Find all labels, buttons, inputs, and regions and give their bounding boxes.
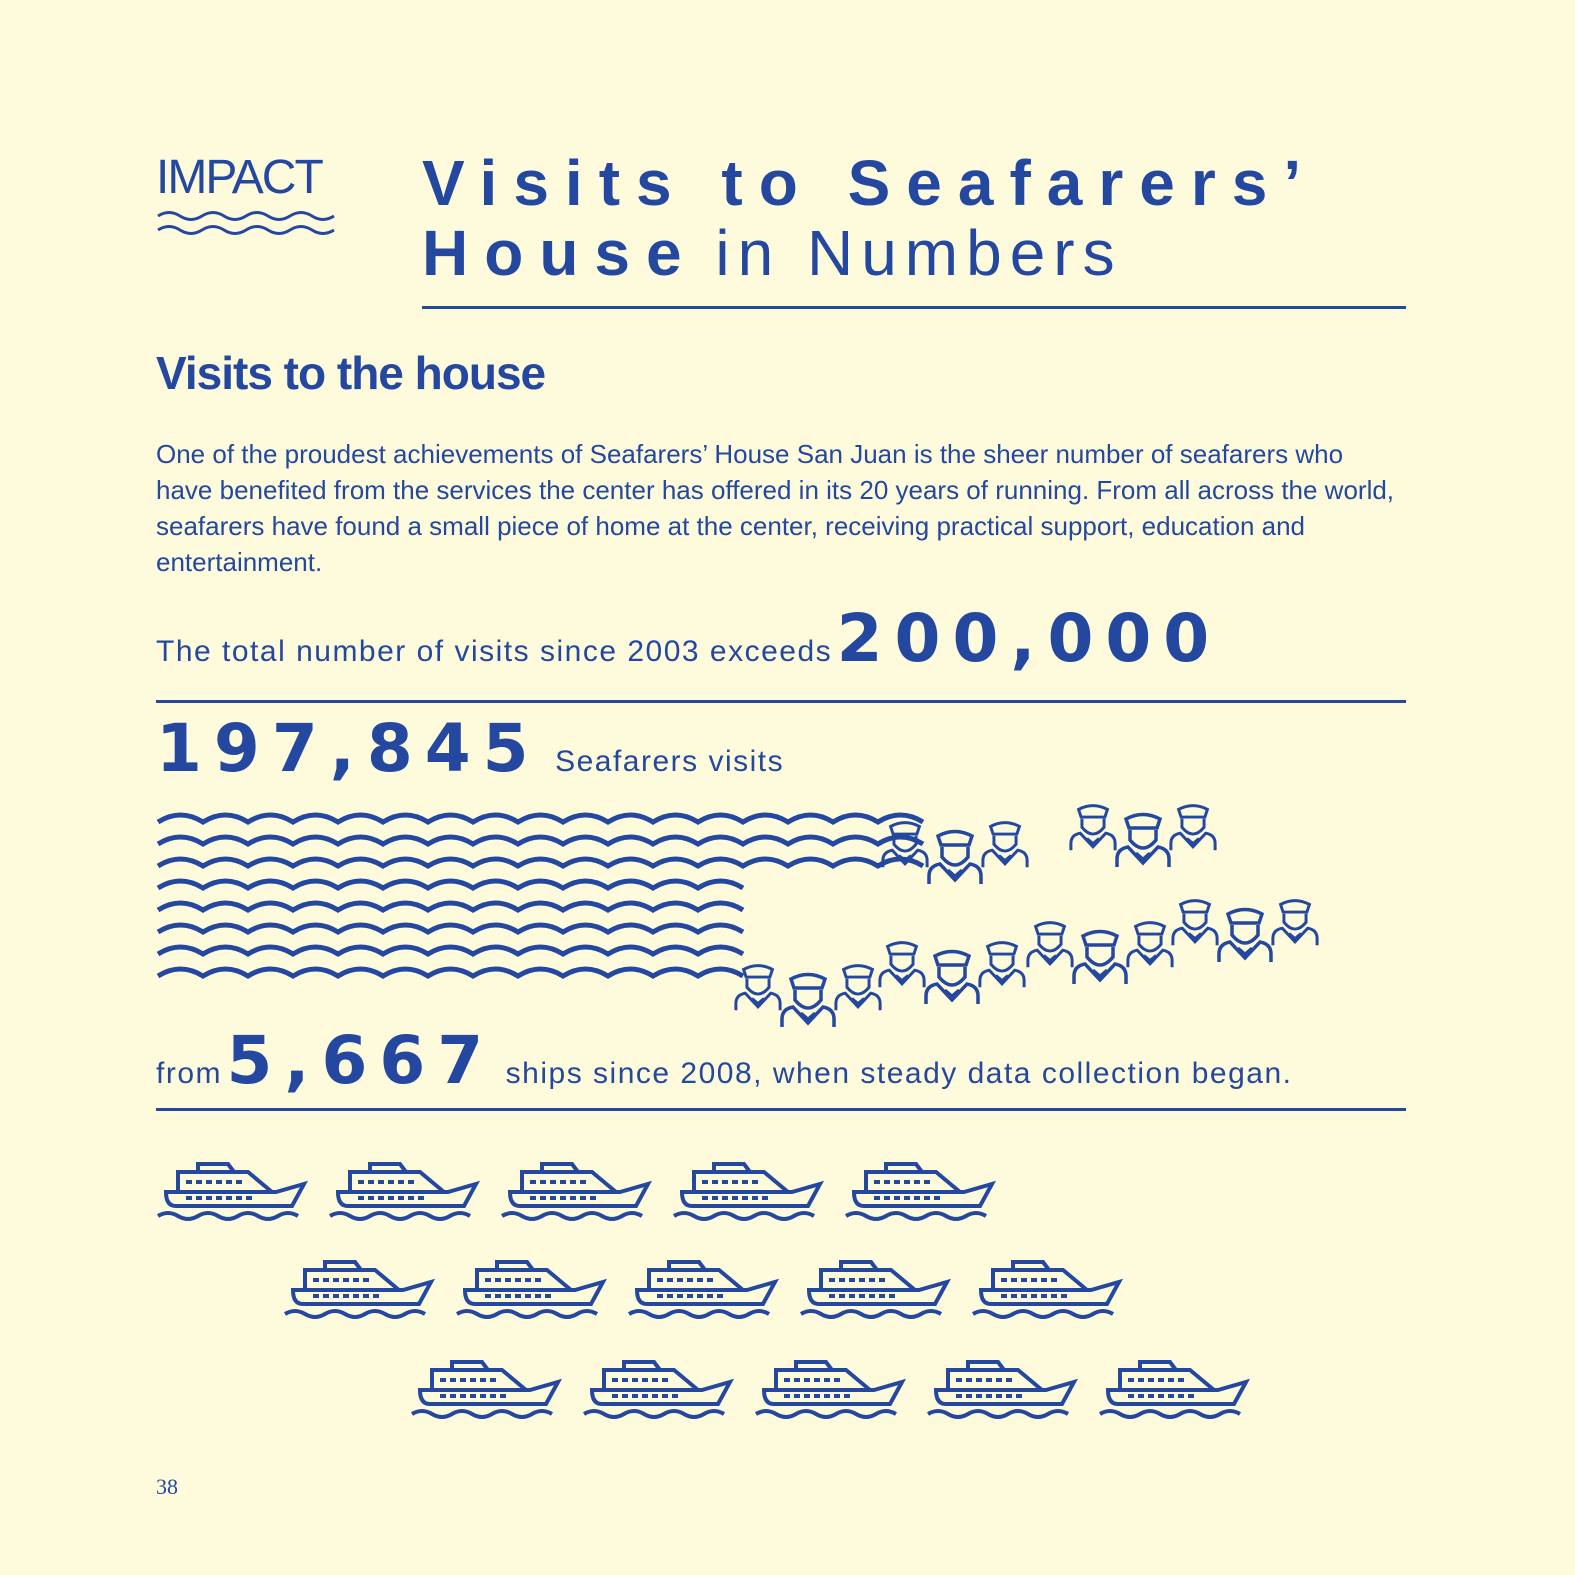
divider xyxy=(156,1108,1406,1111)
wave-line xyxy=(158,815,923,822)
sailor-icon xyxy=(1219,910,1271,963)
ship-icon xyxy=(846,1164,992,1219)
sailor-icon xyxy=(929,832,981,885)
total-visits-text: The total number of visits since 2003 exceeds xyxy=(156,635,833,668)
sailor-icon xyxy=(836,966,880,1011)
ship-icon xyxy=(756,1362,902,1417)
wave-line xyxy=(158,837,923,844)
ships-value: 5,667 xyxy=(226,1022,496,1099)
ship-icon xyxy=(457,1262,603,1317)
total-visits-value: 200,000 xyxy=(836,600,1222,677)
ships-group xyxy=(158,1164,1246,1417)
title-line-2-light: in Numbers xyxy=(715,217,1123,289)
sailor-icon xyxy=(1028,923,1072,968)
sailor-icon xyxy=(736,966,780,1011)
wave-line xyxy=(158,947,743,954)
ship-icon xyxy=(801,1262,947,1317)
wave-line xyxy=(158,969,743,976)
ships-line xyxy=(156,1022,1292,1099)
intro-paragraph: One of the proudest achievements of Seafarers’ House San Juan is the sheer number of seafarers who have benefited from the services the center has offered in its 20 years of running. From all across the world, seafarers have found a small piece of home at the center, receiving practical support, education and entertainment. xyxy=(156,439,1395,577)
ship-icon xyxy=(629,1262,775,1317)
ships-prefix: from xyxy=(156,1057,222,1090)
section-label: IMPACT xyxy=(156,151,322,204)
sailor-icon xyxy=(1171,806,1215,851)
ship-icon xyxy=(158,1164,304,1219)
sailor-icon xyxy=(1273,901,1317,946)
ship-icon xyxy=(584,1362,730,1417)
ship-icon xyxy=(1100,1362,1246,1417)
wave-line xyxy=(158,903,743,910)
wave-line xyxy=(158,881,743,888)
sailor-icon xyxy=(980,943,1024,988)
sailor-icon xyxy=(782,975,834,1028)
waves-icon xyxy=(158,815,923,976)
sailor-icon xyxy=(1128,923,1172,968)
ship-icon xyxy=(502,1164,648,1219)
wave-line xyxy=(158,925,743,932)
ship-icon xyxy=(330,1164,476,1219)
sailor-icon xyxy=(1074,932,1126,985)
sailor-icon xyxy=(983,823,1027,868)
sailor-icon xyxy=(1117,815,1169,868)
ship-icon xyxy=(285,1262,431,1317)
seafarer-visits-label: Seafarers visits xyxy=(555,745,785,778)
title-line-1: Visits to Seafarers’ xyxy=(422,147,1318,219)
ship-icon xyxy=(412,1362,558,1417)
sailor-icon xyxy=(1071,806,1115,851)
sailor-icon xyxy=(1173,901,1217,946)
ship-icon xyxy=(674,1164,820,1219)
title-line-2-bold: House xyxy=(422,217,698,289)
ship-icon xyxy=(973,1262,1119,1317)
ships-suffix: ships since 2008, when steady data collection began. xyxy=(505,1057,1293,1090)
ship-icon xyxy=(928,1362,1074,1417)
seafarer-visits-value: 197,845 xyxy=(156,710,541,787)
section-heading: Visits to the house xyxy=(156,347,546,399)
sailor-icon xyxy=(926,952,978,1005)
wave-line xyxy=(158,859,923,866)
sailor-icon xyxy=(880,943,924,988)
page-number: 38 xyxy=(156,1474,178,1499)
